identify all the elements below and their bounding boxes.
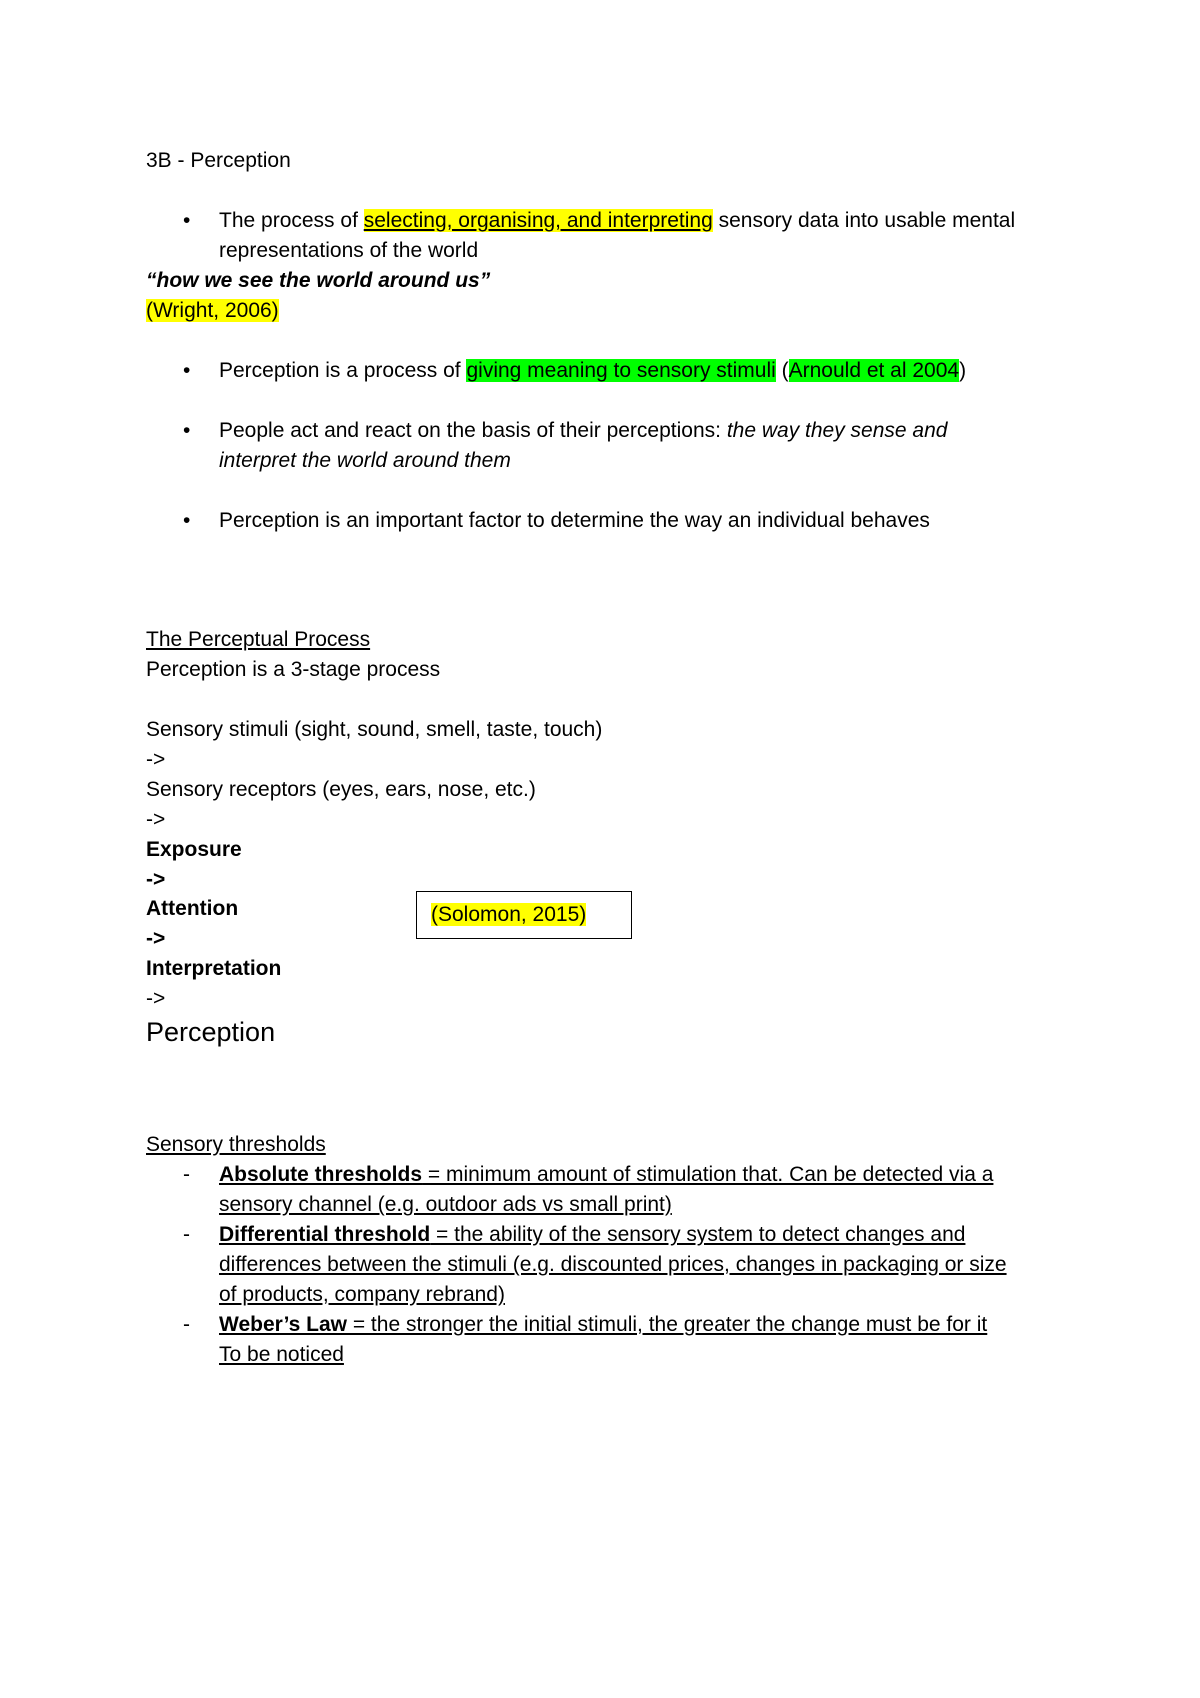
process-arrow: -> <box>146 868 166 891</box>
list-dash: - <box>183 1163 190 1186</box>
citation-box <box>416 891 632 939</box>
page-heading: 3B - Perception <box>146 149 291 172</box>
process-step-5: Interpretation <box>146 957 282 980</box>
bullet-2 <box>219 356 966 386</box>
citation-box-text <box>431 900 586 930</box>
quote: “how we see the world around us” <box>146 269 491 292</box>
process-arrow: -> <box>146 808 166 831</box>
threshold-item-3-line-2: To be noticed <box>219 1343 344 1366</box>
threshold-item-3-text: = the stronger the initial stimuli, the greater the change must be for it <box>347 1313 988 1336</box>
thresholds-title: Sensory thresholds <box>146 1133 326 1156</box>
process-step-2: Sensory receptors (eyes, ears, nose, etc.) <box>146 778 536 801</box>
process-final: Perception <box>146 1017 276 1047</box>
bullet-1-line-2: representations of the world <box>219 239 479 262</box>
threshold-item-3-line-1 <box>219 1310 987 1340</box>
threshold-item-2-text: = the ability of the sensory system to detect changes and <box>430 1223 966 1246</box>
threshold-item-1-line-1 <box>219 1160 993 1190</box>
bullet-2-cite: Arnould et al 2004 <box>788 359 960 382</box>
quote-cite-text: (Wright, 2006) <box>146 299 279 322</box>
threshold-item-1-text: = minimum amount of stimulation that. Can be detected via a <box>422 1163 994 1186</box>
threshold-item-2-line-1 <box>219 1220 965 1250</box>
bullet-1-highlight: selecting, organising, and interpreting <box>363 209 713 232</box>
bullet-3-line-1 <box>219 416 947 446</box>
bullet-1-line-1 <box>219 206 1015 236</box>
bullet-4: Perception is an important factor to determine the way an individual behaves <box>219 509 930 532</box>
bullet-2-pre: Perception is a process of <box>219 359 467 382</box>
bullet-1-pre: The process of <box>219 209 364 232</box>
bullet-2-post: ) <box>959 359 967 382</box>
bullet-1-post: sensory data into usable mental <box>712 209 1016 232</box>
threshold-item-1-term: Absolute thresholds <box>219 1163 423 1186</box>
bullet-glyph: • <box>183 209 191 232</box>
process-step-1: Sensory stimuli (sight, sound, smell, taste, touch) <box>146 718 603 741</box>
threshold-item-2-line-2: differences between the stimuli (e.g. discounted prices, changes in packaging or size <box>219 1253 1007 1276</box>
bullet-glyph: • <box>183 359 191 382</box>
threshold-item-2-line-3: of products, company rebrand) <box>219 1283 505 1306</box>
quote-citation <box>146 296 279 326</box>
bullet-glyph: • <box>183 419 191 442</box>
bullet-2-highlight: giving meaning to sensory stimuli <box>466 359 776 382</box>
threshold-item-3-term: Weber’s Law <box>219 1313 347 1336</box>
process-subtitle: Perception is a 3-stage process <box>146 658 441 681</box>
box-cite: (Solomon, 2015) <box>431 903 587 926</box>
bullet-3-italic-1: the way they sense and <box>726 419 948 442</box>
process-step-3: Exposure <box>146 838 242 861</box>
bullet-3-line-2: interpret the world around them <box>219 449 511 472</box>
process-arrow: -> <box>146 748 166 771</box>
list-dash: - <box>183 1223 190 1246</box>
threshold-item-2-term: Differential threshold <box>219 1223 431 1246</box>
bullet-2-mid: ( <box>775 359 789 382</box>
bullet-glyph: • <box>183 509 191 532</box>
process-step-4: Attention <box>146 897 239 920</box>
process-arrow: -> <box>146 987 166 1010</box>
bullet-3-pre: People act and react on the basis of their perceptions: <box>219 419 727 442</box>
threshold-item-1-line-2: sensory channel (e.g. outdoor ads vs small print) <box>219 1193 672 1216</box>
process-title: The Perceptual Process <box>146 628 371 651</box>
list-dash: - <box>183 1313 190 1336</box>
process-arrow: -> <box>146 927 166 950</box>
